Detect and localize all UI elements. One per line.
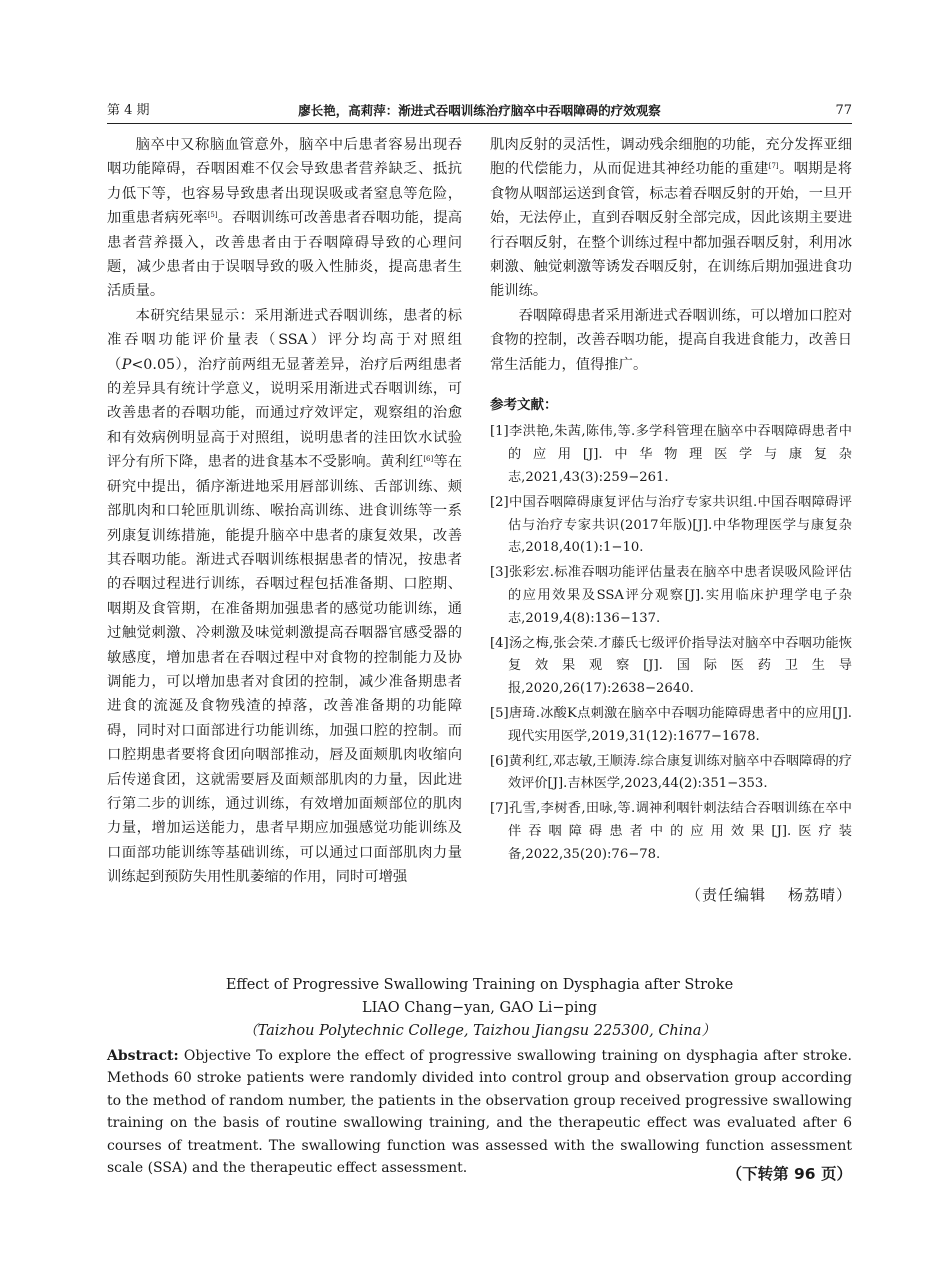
running-header bbox=[107, 101, 852, 124]
citation-ref[interactable]: [7] bbox=[768, 162, 779, 171]
english-abstract bbox=[107, 1045, 852, 1179]
reference-item: [1]李洪艳,朱茜,陈伟,等.多学科管理在脑卒中吞咽障碍患者中的应用[J].中华物理医学与康复杂志,2021,43(3):259−261. bbox=[490, 424, 852, 486]
body-paragraph: 脑卒中又称脑血管意外，脑卒中后患者容易出现吞咽功能障碍，吞咽困难不仅会导致患者营养缺乏、抵抗力低下等，也容易导致患者出现误吸或者窒息等危险，加重患者病死率[5]。吞咽训练可改善患者吞咽功能，提高患者营养摄入，改善患者由于吞咽障碍导致的心理问题，减少患者由于误咽导致的吸入性肺炎，提高患者生活质量。 bbox=[107, 137, 463, 300]
english-authors: LIAO Chang−yan, GAO Li−ping bbox=[361, 1000, 598, 1016]
abstract-text: Objective To explore the effect of progressive swallowing training on dysphagia after stroke. Methods 60 stroke patients were randomly divided into control group and observation group according to the method of random number, the patients in the observation group received progressive swallowing training on the basis of routine swallowing training, and the therapeutic effect was evaluated after 6 courses of treatment. The swallowing function was assessed with the swallowing function assessment scale (SSA) and the therapeutic effect assessment. bbox=[107, 1048, 852, 1177]
page-number: 77 bbox=[835, 103, 852, 118]
abstract-label: Abstract: bbox=[107, 1048, 179, 1064]
reference-item: [5]唐琦.冰酸K点刺激在脑卒中吞咽功能障碍患者中的应用[J].现代实用医学,2019,31(12):1677−1678. bbox=[490, 706, 852, 744]
body-paragraph: 本研究结果显示：采用渐进式吞咽训练，患者的标准吞咽功能评价量表（SSA）评分均高于对照组（P<0.05），治疗前两组无显著差异，治疗后两组患者的差异具有统计学意义，说明采用渐进式吞咽训练，可改善患者的吞咽功能，而通过疗效评定，观察组的治愈和有效病例明显高于对照组，说明患者的洼田饮水试验评分有所下降，患者的进食基本不受影响。黄利红[6]等在研究中提出，循序渐进地采用唇部训练、舌部训练、颊部肌肉和口轮匝肌训练、喉抬高训练、进食训练等一系列康复训练措施，能提升脑卒中患者的康复效果，改善其吞咽功能。渐进式吞咽训练根据患者的情况，按患者的吞咽过程进行训练，吞咽过程包括准备期、口腔期、咽期及食管期，在准备期加强患者的感觉功能训练，通过触觉刺激、冷刺激及味觉刺激提高吞咽器官感受器的敏感度，增加患者在吞咽过程中对食物的控制能力及协调能力，可以增加患者对食团的控制，减少准备期患者进食的流涎及食物残渣的掉落，改善准备期的功能障碍，同时对口面部进行功能训练，加强口腔的控制。而口腔期患者要将食团向咽部推动，唇及面颊肌肉收缩向后传递食团，这就需要唇及面颊部肌肉的力量，因此进行第二步的训练，通过训练，有效增加面颊部位的肌肉力量，增加运送能力，患者早期应加强感觉功能训练及口面部功能训练等基础训练，可以通过口面部肌肉力量训练起到预防失用性肌萎缩的作用，同时可增强 bbox=[107, 307, 463, 886]
english-affiliation: （Taizhou Polytechnic College, Taizhou Jiangsu 225300, China） bbox=[243, 1023, 716, 1039]
reference-item: [2]中国吞咽障碍康复评估与治疗专家共识组.中国吞咽障碍评估与治疗专家共识(2017年版)[J].中华物理医学与康复杂志,2018,40(1):1−10. bbox=[490, 494, 852, 556]
references-heading: 参考文献： bbox=[490, 397, 558, 414]
right-column bbox=[490, 133, 852, 907]
running-title: 廖长艳，高莉萍：渐进式吞咽训练治疗脑卒中吞咽障碍的疗效观察 bbox=[298, 103, 661, 118]
citation-ref[interactable]: [6] bbox=[423, 455, 434, 464]
reference-item: [6]黄利红,邓志敏,王顺涛.综合康复训练对脑卒中吞咽障碍的疗效评价[J].吉林医学,2023,44(2):351−353. bbox=[490, 753, 852, 792]
responsible-editor: （责任编辑 杨荔晴） bbox=[685, 885, 852, 904]
left-column bbox=[107, 133, 462, 890]
continued-note: （下转第 96 页） bbox=[726, 1165, 852, 1183]
body-paragraph: 吞咽障碍患者采用渐进式吞咽训练，可以增加口腔对食物的控制，改善吞咽功能，提高自我进食能力，改善日常生活能力，值得推广。 bbox=[490, 307, 852, 373]
reference-list bbox=[490, 421, 852, 866]
english-title: Effect of Progressive Swallowing Training on Dysphagia after Stroke bbox=[225, 977, 734, 993]
issue-number: 第 4 期 bbox=[107, 103, 150, 118]
reference-item: [3]张彩宏.标准吞咽功能评估量表在脑卒中患者误吸风险评估的应用效果及SSA评分观察[J].实用临床护理学电子杂志,2019,4(8):136−137. bbox=[490, 565, 852, 626]
reference-item: [4]汤之梅,张会荣.才藤氏七级评价指导法对脑卒中吞咽功能恢复效果观察[J].国际医药卫生导报,2020,26(17):2638−2640. bbox=[490, 635, 852, 697]
reference-item: [7]孔雪,李树香,田咏,等.调神利咽针刺法结合吞咽训练在卒中伴吞咽障碍患者中的应用效果[J].医疗装备,2022,35(20):76−78. bbox=[490, 801, 852, 862]
body-paragraph: 肌肉反射的灵活性，调动残余细胞的功能，充分发挥亚细胞的代偿能力，从而促进其神经功能的重建[7]。咽期是将食物从咽部运送到食管，标志着吞咽反射的开始，一旦开始，无法停止，直到吞咽反射全部完成，因此该期主要进行吞咽反射，在整个训练过程中都加强吞咽反射，利用冰刺激、触觉刺激等诱发吞咽反射，在训练后期加强进食功能训练。 bbox=[490, 137, 853, 300]
english-abstract-block bbox=[107, 974, 852, 1179]
citation-ref[interactable]: [5] bbox=[207, 211, 218, 220]
